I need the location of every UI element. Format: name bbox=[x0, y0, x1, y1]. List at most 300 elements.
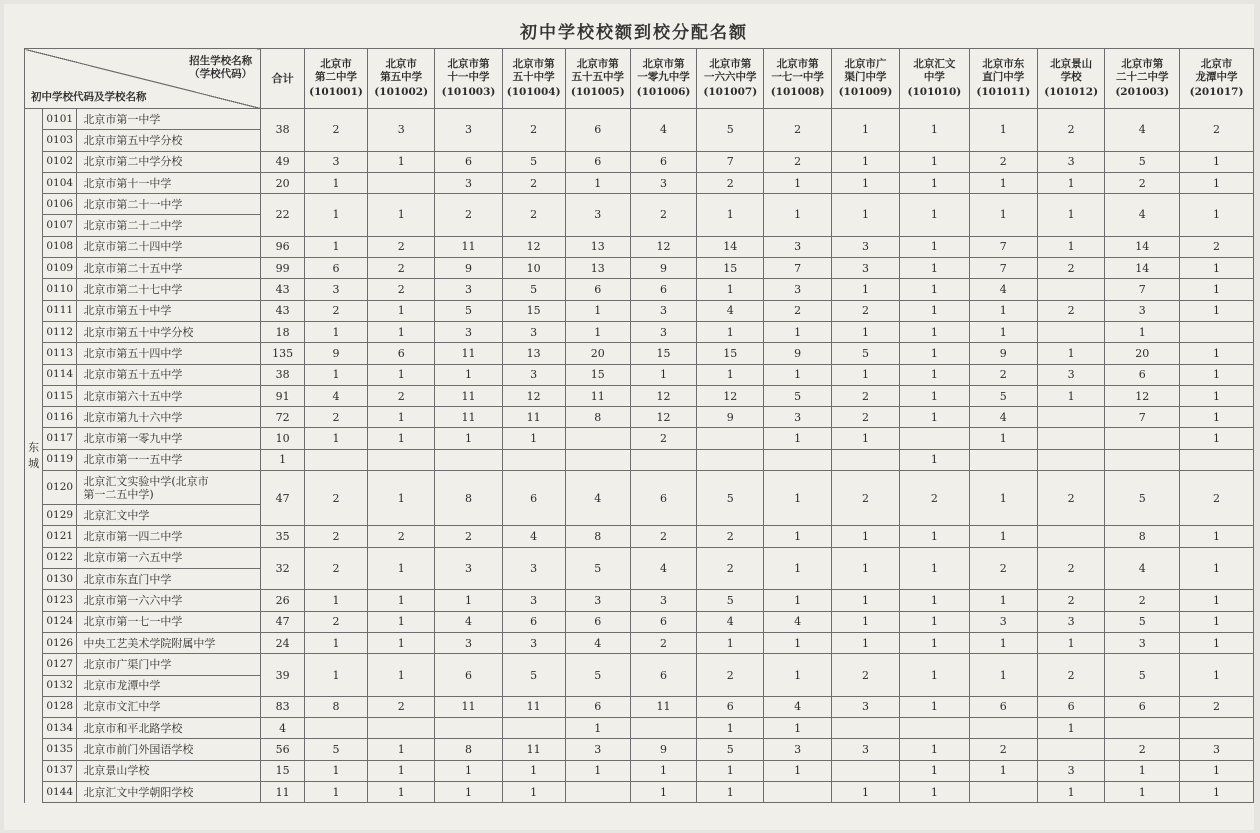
table-row bbox=[25, 781, 1254, 802]
junior-school-name: 北京市东直门中学 bbox=[77, 569, 261, 590]
quota-cell: 1 bbox=[831, 194, 899, 237]
row-total: 56 bbox=[261, 739, 305, 760]
quota-cell bbox=[368, 172, 435, 193]
quota-cell: 3 bbox=[831, 236, 899, 257]
quota-cell: 1 bbox=[304, 760, 367, 781]
quota-cell bbox=[502, 718, 565, 739]
quota-cell bbox=[697, 449, 764, 470]
table-row bbox=[25, 172, 1254, 193]
quota-cell: 15 bbox=[502, 300, 565, 321]
junior-school-name: 北京市第一六六中学 bbox=[77, 590, 261, 611]
quota-cell: 1 bbox=[969, 760, 1037, 781]
quota-cell: 1 bbox=[764, 760, 831, 781]
quota-cell: 2 bbox=[304, 611, 367, 632]
quota-cell: 12 bbox=[630, 385, 696, 406]
quota-cell: 1 bbox=[304, 781, 367, 802]
junior-school-code: 0122 bbox=[43, 547, 77, 568]
quota-cell bbox=[1038, 449, 1105, 470]
quota-cell: 9 bbox=[630, 739, 696, 760]
quota-cell: 2 bbox=[969, 151, 1037, 172]
district-label: 东 城 bbox=[25, 109, 43, 803]
quota-cell: 2 bbox=[1038, 258, 1105, 279]
quota-cell: 4 bbox=[630, 109, 696, 152]
quota-cell: 1 bbox=[1105, 781, 1180, 802]
quota-cell: 1 bbox=[565, 300, 630, 321]
quota-cell: 1 bbox=[900, 172, 969, 193]
enrolling-school-name: 北京市第 二十二中学 bbox=[1115, 58, 1169, 83]
quota-cell: 1 bbox=[368, 590, 435, 611]
junior-school-code: 0137 bbox=[43, 760, 77, 781]
quota-cell: 4 bbox=[502, 526, 565, 547]
quota-cell bbox=[969, 449, 1037, 470]
table-row bbox=[25, 739, 1254, 760]
quota-cell: 15 bbox=[565, 364, 630, 385]
quota-cell: 3 bbox=[1105, 300, 1180, 321]
table-row bbox=[25, 321, 1254, 342]
enrolling-school-header-101004 bbox=[502, 49, 565, 109]
quota-cell: 4 bbox=[565, 632, 630, 653]
quota-cell bbox=[565, 781, 630, 802]
quota-cell: 2 bbox=[969, 547, 1037, 590]
quota-cell: 2 bbox=[764, 300, 831, 321]
quota-cell: 1 bbox=[831, 172, 899, 193]
quota-cell: 2 bbox=[630, 194, 696, 237]
quota-cell bbox=[368, 449, 435, 470]
quota-cell: 5 bbox=[435, 300, 502, 321]
quota-cell: 2 bbox=[1180, 696, 1254, 717]
quota-cell: 6 bbox=[630, 471, 696, 526]
quota-cell: 4 bbox=[969, 407, 1037, 428]
quota-cell: 7 bbox=[969, 258, 1037, 279]
row-total: 32 bbox=[261, 547, 305, 590]
quota-cell: 1 bbox=[831, 321, 899, 342]
quota-cell: 11 bbox=[435, 236, 502, 257]
quota-cell bbox=[1038, 739, 1105, 760]
quota-cell: 1 bbox=[1180, 611, 1254, 632]
quota-cell: 1 bbox=[831, 611, 899, 632]
row-total: 47 bbox=[261, 471, 305, 526]
quota-cell: 3 bbox=[630, 300, 696, 321]
quota-cell: 1 bbox=[900, 151, 969, 172]
quota-cell: 10 bbox=[502, 258, 565, 279]
quota-cell: 1 bbox=[969, 471, 1037, 526]
junior-school-name: 北京市第十一中学 bbox=[77, 172, 261, 193]
junior-school-code: 0129 bbox=[43, 505, 77, 526]
quota-cell: 6 bbox=[435, 654, 502, 697]
quota-cell: 1 bbox=[368, 321, 435, 342]
document-title: 初中学校校额到校分配名额 bbox=[520, 23, 748, 43]
quota-cell: 1 bbox=[1180, 343, 1254, 364]
quota-cell: 2 bbox=[1038, 300, 1105, 321]
quota-cell: 11 bbox=[435, 696, 502, 717]
quota-cell: 1 bbox=[969, 321, 1037, 342]
enrolling-school-name: 北京市 龙潭中学 bbox=[1195, 58, 1238, 83]
quota-cell: 2 bbox=[831, 654, 899, 697]
junior-school-name: 北京市第二十七中学 bbox=[77, 279, 261, 300]
junior-school-code: 0113 bbox=[43, 343, 77, 364]
table-row bbox=[25, 236, 1254, 257]
quota-cell: 6 bbox=[1038, 696, 1105, 717]
row-total: 38 bbox=[261, 364, 305, 385]
junior-school-name: 北京景山学校 bbox=[77, 760, 261, 781]
junior-school-code: 0119 bbox=[43, 449, 77, 470]
junior-school-name: 北京汇文实验中学(北京市 第一二五中学) bbox=[77, 471, 261, 505]
quota-cell: 1 bbox=[435, 364, 502, 385]
quota-cell: 1 bbox=[831, 428, 899, 449]
table-row bbox=[25, 194, 1254, 215]
quota-cell: 1 bbox=[831, 781, 899, 802]
quota-cell bbox=[969, 718, 1037, 739]
quota-cell: 4 bbox=[969, 279, 1037, 300]
quota-cell: 1 bbox=[900, 760, 969, 781]
quota-cell: 2 bbox=[697, 547, 764, 590]
quota-cell: 6 bbox=[435, 151, 502, 172]
quota-cell: 5 bbox=[304, 739, 367, 760]
row-total: 22 bbox=[261, 194, 305, 237]
quota-cell: 9 bbox=[630, 258, 696, 279]
junior-school-code: 0123 bbox=[43, 590, 77, 611]
quota-cell: 6 bbox=[630, 151, 696, 172]
quota-cell: 1 bbox=[697, 760, 764, 781]
quota-cell: 1 bbox=[831, 151, 899, 172]
quota-cell: 1 bbox=[1180, 526, 1254, 547]
quota-cell: 1 bbox=[368, 151, 435, 172]
quota-cell: 14 bbox=[1105, 236, 1180, 257]
quota-cell: 9 bbox=[969, 343, 1037, 364]
table-row bbox=[25, 258, 1254, 279]
quota-cell: 5 bbox=[1105, 611, 1180, 632]
quota-cell: 9 bbox=[764, 343, 831, 364]
quota-cell: 1 bbox=[1038, 781, 1105, 802]
quota-cell bbox=[502, 449, 565, 470]
quota-cell: 7 bbox=[1105, 279, 1180, 300]
quota-cell: 1 bbox=[969, 526, 1037, 547]
quota-cell bbox=[831, 760, 899, 781]
quota-cell: 2 bbox=[630, 632, 696, 653]
quota-cell: 1 bbox=[565, 718, 630, 739]
enrolling-school-header-201003 bbox=[1105, 49, 1180, 109]
quota-cell: 2 bbox=[831, 385, 899, 406]
quota-cell: 15 bbox=[697, 258, 764, 279]
table-row bbox=[25, 109, 1254, 130]
quota-cell: 1 bbox=[764, 194, 831, 237]
quota-cell: 1 bbox=[1180, 258, 1254, 279]
quota-cell: 6 bbox=[565, 696, 630, 717]
quota-cell: 5 bbox=[502, 279, 565, 300]
quota-cell bbox=[630, 449, 696, 470]
enrolling-school-code: (101010) bbox=[907, 86, 962, 98]
quota-cell: 3 bbox=[435, 632, 502, 653]
quota-cell: 13 bbox=[565, 236, 630, 257]
quota-cell: 2 bbox=[502, 194, 565, 237]
enrolling-school-code: (101007) bbox=[703, 86, 758, 98]
enrolling-school-header-101011 bbox=[969, 49, 1037, 109]
quota-cell: 2 bbox=[1105, 739, 1180, 760]
quota-cell: 12 bbox=[697, 385, 764, 406]
table-row bbox=[25, 471, 1254, 505]
quota-cell: 2 bbox=[697, 172, 764, 193]
quota-cell: 6 bbox=[969, 696, 1037, 717]
quota-cell bbox=[304, 718, 367, 739]
quota-cell: 4 bbox=[697, 611, 764, 632]
junior-school-code: 0102 bbox=[43, 151, 77, 172]
enrolling-school-header-201017 bbox=[1180, 49, 1254, 109]
row-total: 72 bbox=[261, 407, 305, 428]
table-row bbox=[25, 718, 1254, 739]
quota-cell: 4 bbox=[304, 385, 367, 406]
row-total: 99 bbox=[261, 258, 305, 279]
quota-cell: 1 bbox=[1180, 151, 1254, 172]
quota-cell: 9 bbox=[435, 258, 502, 279]
quota-cell: 1 bbox=[368, 300, 435, 321]
quota-cell: 3 bbox=[304, 151, 367, 172]
quota-cell bbox=[1180, 718, 1254, 739]
quota-cell: 7 bbox=[764, 258, 831, 279]
quota-cell: 2 bbox=[502, 109, 565, 152]
quota-cell: 3 bbox=[831, 258, 899, 279]
junior-school-name: 北京市和平北路学校 bbox=[77, 718, 261, 739]
quota-cell: 3 bbox=[1038, 151, 1105, 172]
quota-cell: 1 bbox=[969, 172, 1037, 193]
quota-cell: 3 bbox=[435, 279, 502, 300]
quota-cell: 12 bbox=[1105, 385, 1180, 406]
enrolling-school-header-101006 bbox=[630, 49, 696, 109]
junior-school-code: 0135 bbox=[43, 739, 77, 760]
enrolling-school-code: (201003) bbox=[1115, 86, 1170, 98]
table-row bbox=[25, 407, 1254, 428]
quota-cell: 1 bbox=[900, 449, 969, 470]
quota-cell: 1 bbox=[969, 590, 1037, 611]
quota-cell: 2 bbox=[697, 654, 764, 697]
quota-cell bbox=[1038, 279, 1105, 300]
enrolling-school-name: 北京市东 直门中学 bbox=[982, 58, 1025, 83]
junior-school-code: 0130 bbox=[43, 569, 77, 590]
quota-cell: 4 bbox=[435, 611, 502, 632]
quota-cell: 1 bbox=[368, 364, 435, 385]
enrolling-school-header-101003 bbox=[435, 49, 502, 109]
quota-cell: 1 bbox=[697, 781, 764, 802]
enrolling-school-code: (201017) bbox=[1189, 86, 1244, 98]
quota-cell: 3 bbox=[630, 172, 696, 193]
quota-cell: 1 bbox=[969, 109, 1037, 152]
quota-cell: 1 bbox=[304, 364, 367, 385]
enrolling-school-code: (101008) bbox=[770, 86, 825, 98]
enrolling-school-code: (101005) bbox=[570, 86, 625, 98]
quota-cell: 7 bbox=[1105, 407, 1180, 428]
quota-cell: 1 bbox=[1038, 632, 1105, 653]
quota-cell: 2 bbox=[969, 739, 1037, 760]
quota-cell bbox=[368, 718, 435, 739]
quota-cell: 1 bbox=[304, 172, 367, 193]
quota-cell: 2 bbox=[368, 279, 435, 300]
quota-cell: 2 bbox=[435, 194, 502, 237]
table-row bbox=[25, 343, 1254, 364]
quota-cell: 1 bbox=[969, 632, 1037, 653]
quota-cell: 5 bbox=[697, 109, 764, 152]
quota-cell bbox=[435, 449, 502, 470]
quota-cell: 1 bbox=[900, 739, 969, 760]
quota-cell bbox=[1038, 526, 1105, 547]
quota-cell: 6 bbox=[304, 258, 367, 279]
quota-cell: 2 bbox=[435, 526, 502, 547]
quota-cell: 3 bbox=[304, 279, 367, 300]
row-total: 20 bbox=[261, 172, 305, 193]
quota-cell: 1 bbox=[1038, 236, 1105, 257]
quota-cell: 1 bbox=[900, 236, 969, 257]
enrolling-school-header-101009 bbox=[831, 49, 899, 109]
quota-cell: 1 bbox=[304, 590, 367, 611]
quota-cell: 6 bbox=[1105, 696, 1180, 717]
table-row bbox=[25, 385, 1254, 406]
quota-cell: 3 bbox=[764, 279, 831, 300]
quota-cell: 1 bbox=[831, 279, 899, 300]
total-header: 合计 bbox=[261, 49, 305, 109]
row-total: 15 bbox=[261, 760, 305, 781]
quota-cell: 1 bbox=[831, 632, 899, 653]
junior-school-name: 北京市第五十中学 bbox=[77, 300, 261, 321]
quota-cell: 1 bbox=[1180, 364, 1254, 385]
quota-cell: 1 bbox=[435, 781, 502, 802]
junior-school-code: 0117 bbox=[43, 428, 77, 449]
quota-cell: 3 bbox=[435, 109, 502, 152]
row-total: 43 bbox=[261, 279, 305, 300]
table-row bbox=[25, 760, 1254, 781]
quota-cell: 5 bbox=[565, 654, 630, 697]
quota-cell: 1 bbox=[969, 194, 1037, 237]
quota-cell: 2 bbox=[630, 428, 696, 449]
junior-school-header: 初中学校代码及学校名称 bbox=[31, 91, 147, 103]
quota-cell: 2 bbox=[1038, 654, 1105, 697]
table-row bbox=[25, 364, 1254, 385]
junior-school-name: 北京市广渠门中学 bbox=[77, 654, 261, 675]
junior-school-name: 北京市文汇中学 bbox=[77, 696, 261, 717]
quota-cell: 1 bbox=[368, 471, 435, 526]
row-total: 1 bbox=[261, 449, 305, 470]
junior-school-code: 0124 bbox=[43, 611, 77, 632]
quota-cell: 2 bbox=[368, 258, 435, 279]
quota-cell bbox=[1105, 449, 1180, 470]
quota-cell: 11 bbox=[565, 385, 630, 406]
junior-school-name: 北京市第二中学分校 bbox=[77, 151, 261, 172]
quota-cell: 1 bbox=[502, 428, 565, 449]
quota-cell: 1 bbox=[435, 590, 502, 611]
enrolling-school-name: 北京市 第五中学 bbox=[380, 58, 423, 83]
quota-cell: 1 bbox=[565, 172, 630, 193]
quota-cell: 1 bbox=[764, 590, 831, 611]
junior-school-name: 北京市第二十一中学 bbox=[77, 194, 261, 215]
quota-cell: 1 bbox=[900, 279, 969, 300]
quota-cell: 15 bbox=[630, 343, 696, 364]
quota-cell: 2 bbox=[831, 407, 899, 428]
enrolling-school-code: (101002) bbox=[374, 86, 429, 98]
table-row bbox=[25, 526, 1254, 547]
quota-cell: 1 bbox=[1180, 632, 1254, 653]
quota-cell: 6 bbox=[630, 611, 696, 632]
quota-table bbox=[24, 48, 1254, 803]
quota-cell: 1 bbox=[1180, 760, 1254, 781]
quota-cell: 20 bbox=[565, 343, 630, 364]
quota-cell: 1 bbox=[435, 760, 502, 781]
table-row bbox=[25, 428, 1254, 449]
quota-cell: 2 bbox=[368, 526, 435, 547]
quota-cell: 2 bbox=[502, 172, 565, 193]
quota-cell: 2 bbox=[630, 526, 696, 547]
quota-cell: 1 bbox=[368, 632, 435, 653]
quota-cell: 1 bbox=[1038, 343, 1105, 364]
quota-cell: 1 bbox=[368, 654, 435, 697]
quota-cell: 2 bbox=[1038, 590, 1105, 611]
quota-cell: 3 bbox=[502, 632, 565, 653]
quota-cell: 1 bbox=[900, 109, 969, 152]
quota-cell: 2 bbox=[304, 109, 367, 152]
junior-school-code: 0109 bbox=[43, 258, 77, 279]
quota-cell: 3 bbox=[630, 321, 696, 342]
quota-cell: 1 bbox=[368, 760, 435, 781]
quota-cell: 8 bbox=[1105, 526, 1180, 547]
junior-school-code: 0114 bbox=[43, 364, 77, 385]
quota-cell: 1 bbox=[304, 321, 367, 342]
quota-cell: 14 bbox=[1105, 258, 1180, 279]
quota-cell: 3 bbox=[502, 364, 565, 385]
quota-cell: 4 bbox=[697, 300, 764, 321]
table-row bbox=[25, 611, 1254, 632]
quota-cell: 6 bbox=[565, 611, 630, 632]
quota-cell: 1 bbox=[764, 547, 831, 590]
quota-cell: 1 bbox=[630, 781, 696, 802]
quota-cell: 2 bbox=[368, 696, 435, 717]
quota-cell: 6 bbox=[630, 654, 696, 697]
quota-cell: 1 bbox=[1105, 760, 1180, 781]
quota-cell: 5 bbox=[502, 654, 565, 697]
quota-cell: 2 bbox=[697, 526, 764, 547]
quota-cell: 6 bbox=[502, 471, 565, 526]
quota-cell: 1 bbox=[1180, 428, 1254, 449]
quota-cell: 3 bbox=[368, 109, 435, 152]
junior-school-code: 0128 bbox=[43, 696, 77, 717]
quota-cell: 1 bbox=[304, 428, 367, 449]
quota-cell: 1 bbox=[900, 364, 969, 385]
enrolling-school-header-101012 bbox=[1038, 49, 1105, 109]
quota-cell: 6 bbox=[1105, 364, 1180, 385]
quota-cell: 1 bbox=[1180, 385, 1254, 406]
junior-school-name: 北京市第五十中学分校 bbox=[77, 321, 261, 342]
quota-cell: 5 bbox=[697, 590, 764, 611]
quota-cell: 3 bbox=[435, 547, 502, 590]
quota-cell: 2 bbox=[1180, 109, 1254, 152]
junior-school-name: 北京市第五中学分校 bbox=[77, 130, 261, 151]
junior-school-code: 0107 bbox=[43, 215, 77, 236]
enrolling-school-name: 北京市 第二中学 bbox=[315, 58, 357, 83]
quota-cell bbox=[1105, 718, 1180, 739]
junior-school-code: 0144 bbox=[43, 781, 77, 802]
quota-cell: 12 bbox=[502, 236, 565, 257]
quota-cell: 3 bbox=[969, 611, 1037, 632]
quota-cell: 3 bbox=[831, 696, 899, 717]
quota-cell bbox=[1038, 407, 1105, 428]
quota-cell: 1 bbox=[1105, 321, 1180, 342]
row-total: 91 bbox=[261, 385, 305, 406]
quota-cell: 3 bbox=[435, 172, 502, 193]
junior-school-code: 0132 bbox=[43, 675, 77, 696]
quota-cell: 3 bbox=[1038, 611, 1105, 632]
enrolling-school-code: (101006) bbox=[636, 86, 691, 98]
junior-school-name: 北京市第二十二中学 bbox=[77, 215, 261, 236]
enrolling-school-code: (101009) bbox=[838, 86, 893, 98]
junior-school-code: 0104 bbox=[43, 172, 77, 193]
quota-cell: 1 bbox=[697, 364, 764, 385]
quota-cell: 5 bbox=[831, 343, 899, 364]
quota-cell: 5 bbox=[502, 151, 565, 172]
